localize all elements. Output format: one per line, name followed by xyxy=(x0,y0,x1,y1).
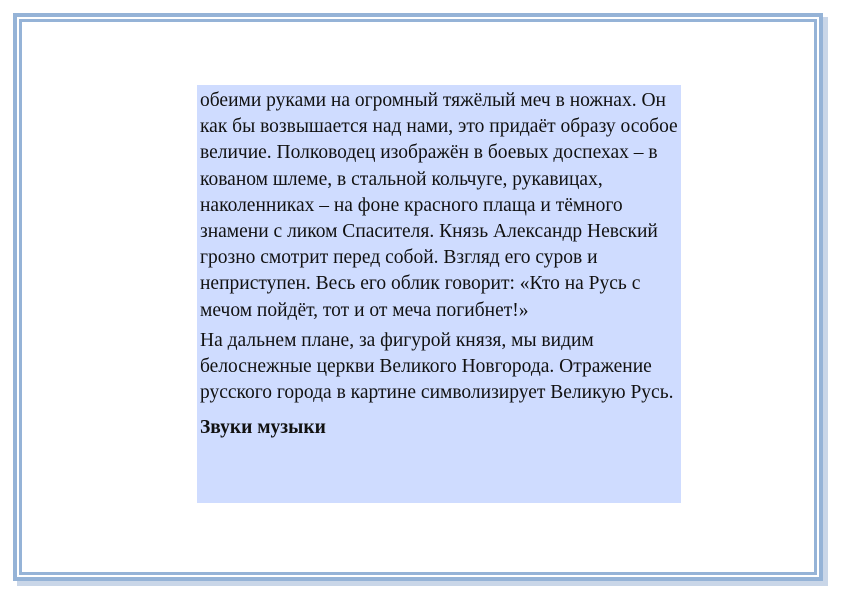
paragraph-novgorod-background: На дальнем плане, за фигурой князя, мы видим белоснежные церкви Великого Новгорода. Отражение русского города в картине символизирует Великую Русь. xyxy=(200,329,674,404)
text-box[interactable] xyxy=(197,85,681,503)
paragraph-knyaz-description: обеими руками на огромный тяжёлый меч в ножнах. Он как бы возвышается над нами, это придаёт образу особое величие. Полководец изображён в боевых доспехах – в кованом шлеме, в стальной кольчуге, рукавицах, наколенниках – на фоне красного плаща и тёмного знамени с ликом Спасителя. Князь Александр Невский грозно смотрит перед собой. Взгляд его суров и неприступен. Весь его облик говорит: «Кто на Русь с мечом пойдёт, тот и от меча погибнет!» xyxy=(200,90,678,321)
section-heading: Звуки музыки xyxy=(200,417,326,439)
frame-shadow xyxy=(823,17,828,585)
frame-shadow xyxy=(17,581,828,586)
